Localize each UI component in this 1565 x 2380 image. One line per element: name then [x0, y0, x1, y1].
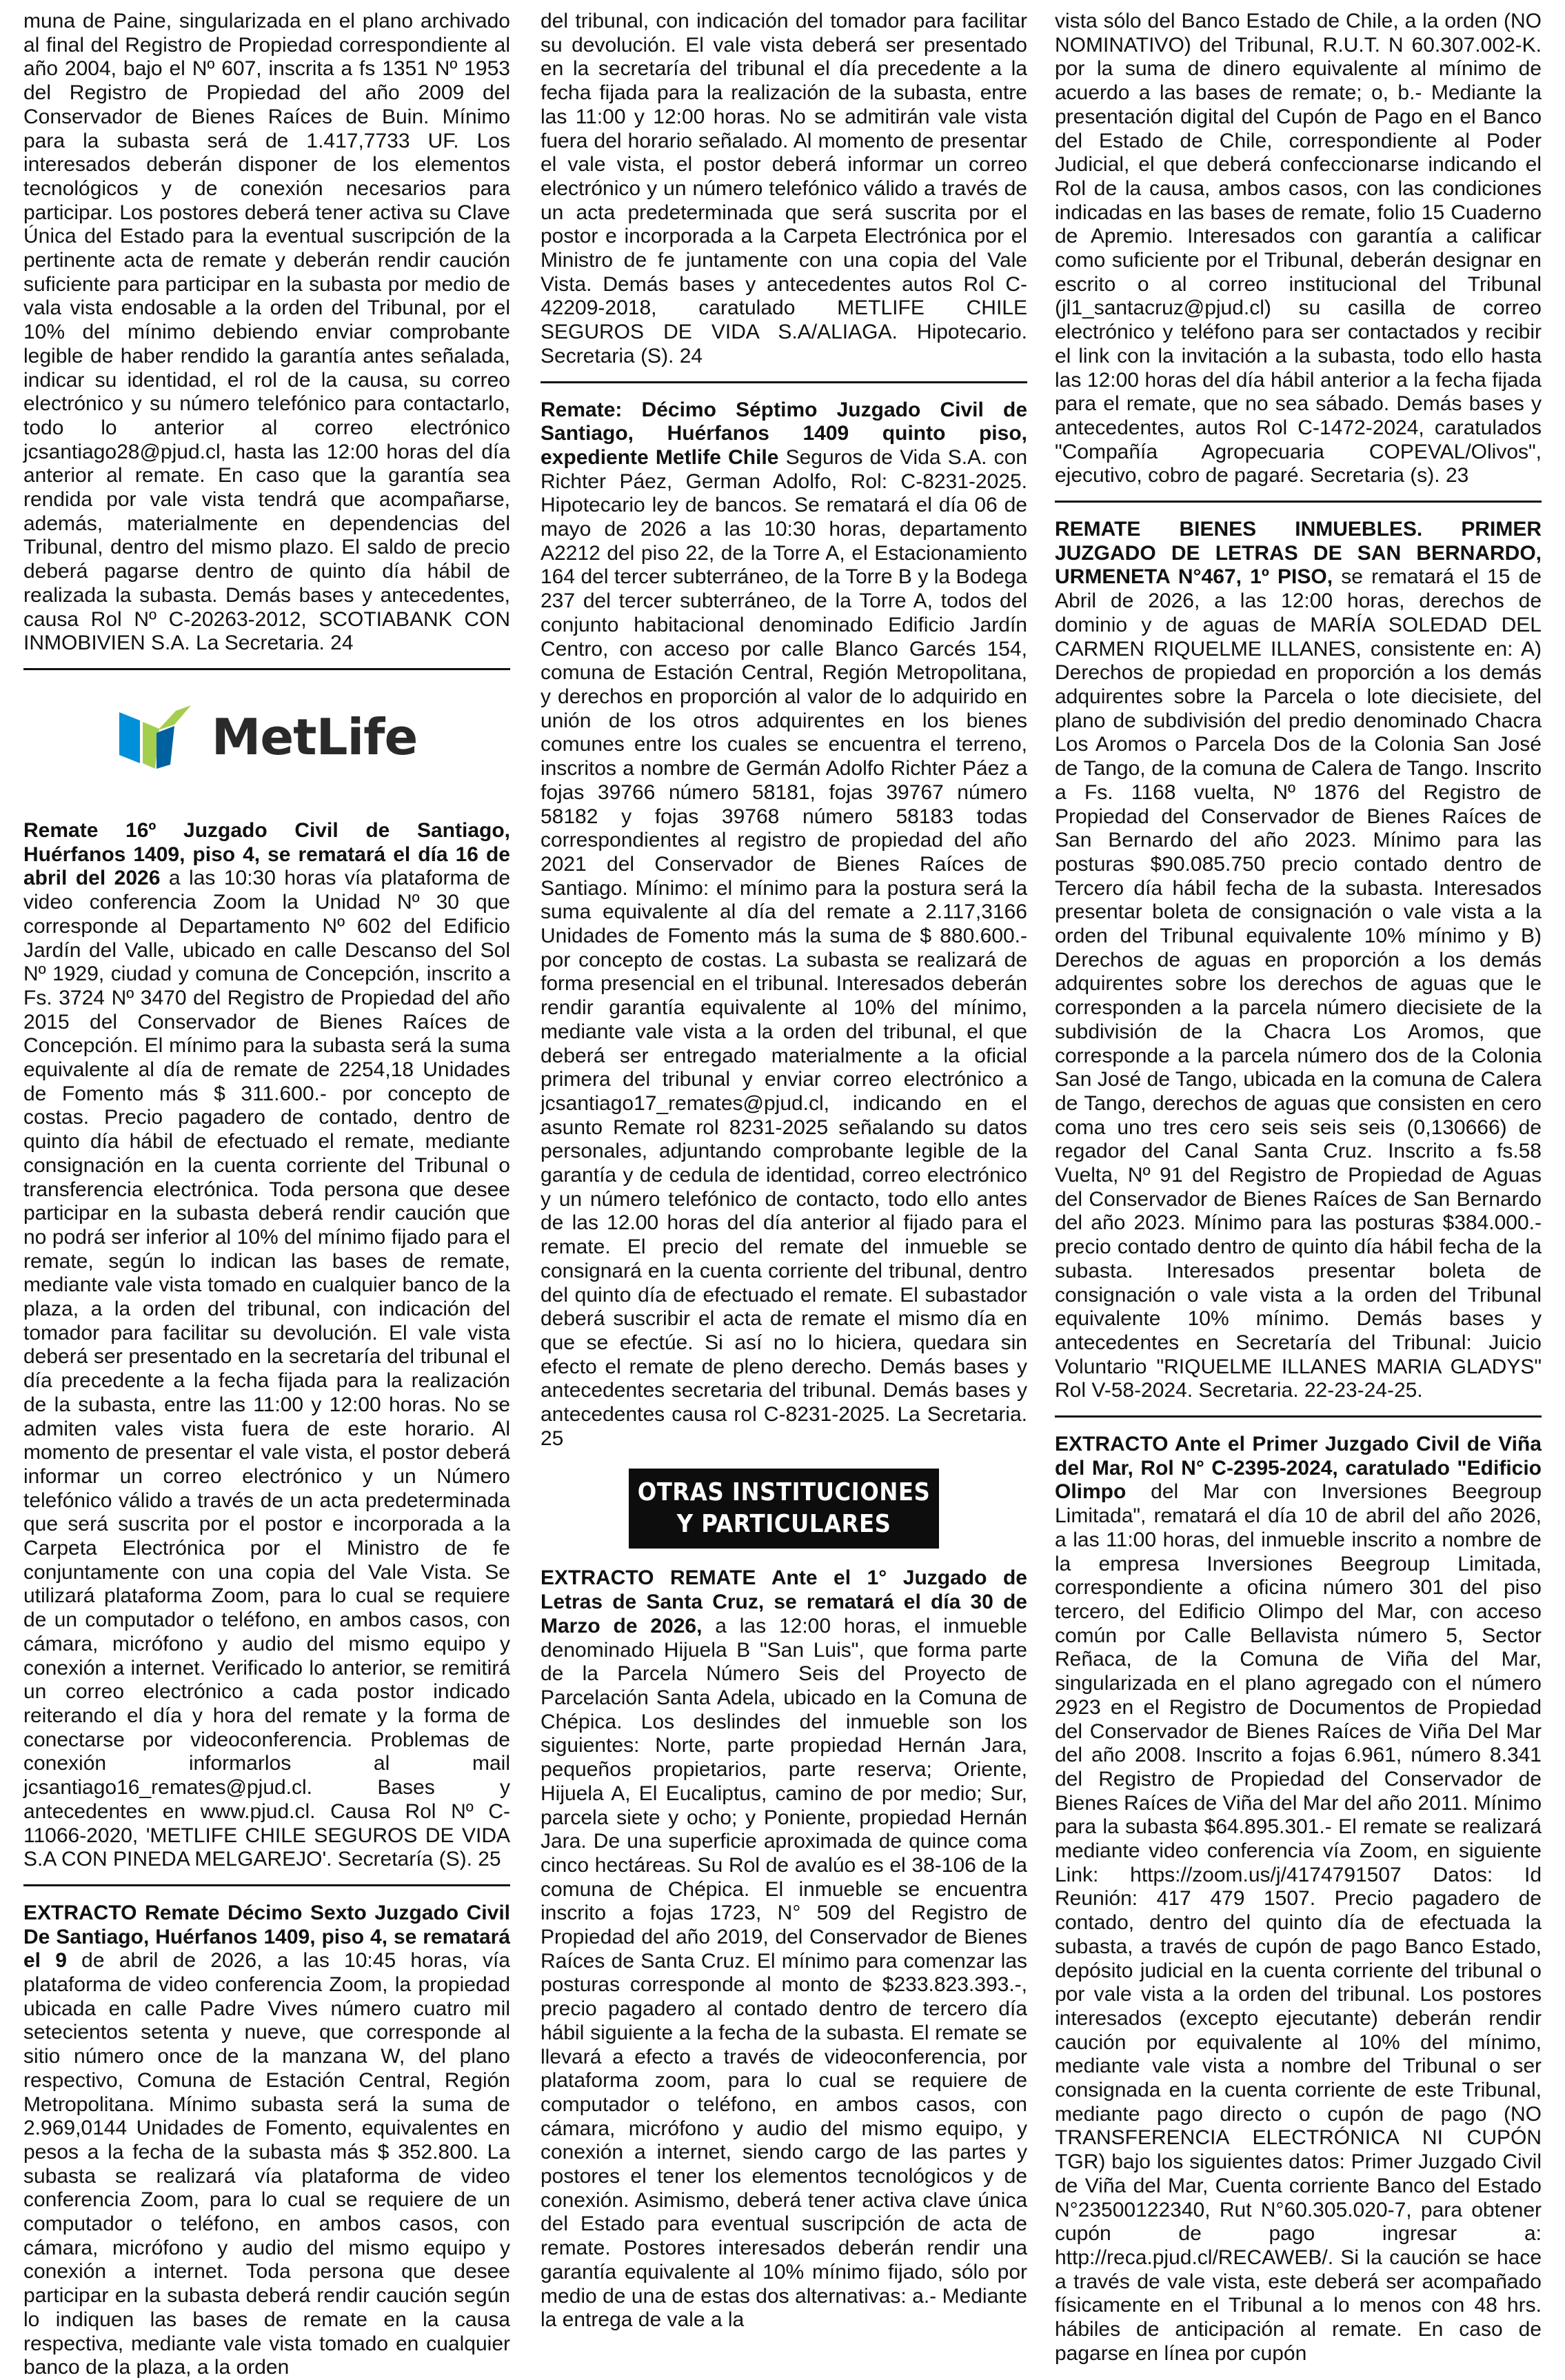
section-divider — [541, 381, 1027, 383]
section-divider — [23, 668, 510, 670]
notice-heading: EXTRACTO REMATE Ante el 1° Juzgado de Letras de Santa Cruz, se rematará el día 30 de Marzo de 2026, — [541, 1566, 1027, 1637]
notice-body: vista sólo del Banco Estado de Chile, a la orden (NO NOMINATIVO) del Tribunal, R.U.T. N 60.307.002-K. por la suma de dinero equivalente al mínimo de acuerdo a las bases de remate; o, b.- Mediante la presentación digital del Cupón de Pago en el Banco del Estado de Chile, correspondiente al Poder Judicial, el que deberá confeccionarse indicando el Rol de la causa, ambos casos, con las condiciones indicadas en las bases de remate, folio 15 Cuaderno de Apremio. Interesados con garantía a calificar como suficiente por el Tribunal, deberán designar en escrito o al correo institucional del Tribunal (jl1_santacruz@pjud.cl) su casilla de correo electrónico y teléfono para ser contactados y recibir el link con la invitación a la subasta, todo ello hasta las 12:00 horas del día hábil anterior a la fecha fijada para el remate, que no sea sábado. Demás bases y antecedentes, autos Rol C-1472-2024, caratulados "Compañía Agropecuaria COPEVAL/Olivos", ejecutivo, cobro de pagaré. Secretaria (s). 23 — [1055, 10, 1542, 487]
legal-notice — [23, 1902, 510, 2380]
metlife-logo — [23, 685, 510, 789]
section-divider — [1055, 501, 1542, 503]
notice-heading: Remate 16º Juzgado Civil de Santiago, Huérfanos 1409, piso 4, se rematará el día 16 de abril del 2026 — [23, 818, 510, 890]
notice-heading: EXTRACTO Remate Décimo Sexto Juzgado Civil De Santiago, Huérfanos 1409, piso 4, se rematará el 9 — [23, 1901, 510, 1973]
legal-notice — [23, 819, 510, 1872]
logo-text: MetLife — [211, 707, 418, 766]
notice-body: de abril de 2026, a las 10:45 horas, vía plataforma de video conferencia Zoom, la propiedad ubicada en calle Padre Vives número cuatro mil setecientos setenta y nueve, que corresponde al sitio número once de la manzana W, del plano respectivo, Comuna de Estación Central, Región Metropolitana. Mínimo subasta será la suma de 2.969,0144 Unidades de Fomento, equivalentes en pesos a la fecha de la subasta más $ 352.800. La subasta se realizará vía plataforma de video conferencia Zoom, para lo cual se requiere de un computador o teléfono, en ambos casos, con cámara, micrófono y audio del mismo equipo y conexión a internet. Toda persona que desee participar en la subasta deberá rendir caución según lo indiquen las bases de remate en la causa respectiva, mediante vale vista tomado en cualquier banco de la plaza, a la orden — [23, 1949, 510, 2379]
legal-notice — [1055, 10, 1542, 488]
notice-body: del tribunal, con indicación del tomador para facilitar su devolución. El vale vista deberá ser presentado en la secretaría del tribunal el día precedente a la fecha fijada para la realización de la subasta, entre las 11:00 y 12:00 horas. No se admitirán vale vista fuera del horario señalado. Al momento de presentar el vale vista, el postor deberá informar un correo electrónico y un número telefónico válido a través de un acta predeterminada que será suscrita por el postor e incorporada a la Carpeta Electrónica por el Ministro de fe juntamente con una copia del Vale Vista. Demás bases y antecedentes autos Rol C-42209-2018, caratulado METLIFE CHILE SEGUROS DE VIDA S.A/ALIAGA. Hipotecario. Secretaria (S). 24 — [541, 10, 1027, 367]
column-1 — [23, 10, 510, 2379]
notice-body: se rematará el 15 de Abril de 2026, a las 12:00 horas, derechos de dominio y de aguas de MARÍA SOLEDAD DEL CARMEN RIQUELME ILLANES, consistente en: A) Derechos de propiedad en proporción a los demás adquirentes sobre la Parcela o lote diecisiete, del plano de subdivisión del predio denominado Chacra Los Aromos o Parcela Dos de la Colonia San José de Tango, de la comuna de Calera de Tango. Inscrito a Fs. 1168 vuelta, Nº 1876 del Registro de Propiedad del Conservador de Bienes Raíces de San Bernardo del año 2023. Mínimo para las posturas $90.085.750 precio contado dentro de Tercero día hábil fecha de la subasta. Interesados presentar boleta de consignación o vale vista a la orden del Tribunal equivalente 10% mínimo y B) Derechos de aguas en proporción a los demás adquirentes sobre los derechos de aguas que le corresponden a la parcela número diecisiete de la subdivisión de la Chacra Los Aromos, que corresponde a la parcela número dos de la Colonia San José de Tango, ubicada en la comuna de Calera de Tango, derechos de aguas que consisten en cero coma uno tres cero seis seis seis (0,130666) de regador del Canal Santa Cruz. Inscrito a fs.58 Vuelta, Nº 91 del Registro de Propiedad de Aguas del Conservador de Bienes Raíces de San Bernardo del año 2023. Mínimo para las posturas $384.000.- precio contado dentro de quinto día hábil fecha de la subasta. Interesados presentar boleta de consignación o vale vista a la orden del Tribunal equivalente 10% mínimo. Demás bases y antecedentes en Secretaría del Tribunal: Juicio Voluntario "RIQUELME ILLANES MARIA GLADYS" Rol V-58-2024. Secretaria. 22-23-24-25. — [1055, 565, 1542, 1402]
legal-notice — [541, 10, 1027, 369]
column-3 — [1055, 10, 1542, 2365]
section-header-line: Y PARTICULARES — [676, 1510, 891, 1539]
notice-heading: EXTRACTO Ante el Primer Juzgado Civil de Viña del Mar, Rol N° C-2395-2024, caratulado "Edificio Olimpo — [1055, 1433, 1542, 1504]
section-divider — [1055, 1415, 1542, 1418]
section-divider — [23, 1884, 510, 1886]
legal-notice — [541, 1566, 1027, 2332]
legal-notice — [1055, 1433, 1542, 2366]
notice-body: muna de Paine, singularizada en el plano archivado al final del Registro de Propiedad correspondiente al año 2004, bajo el Nº 607, inscrita a fs 1351 Nº 1953 del Registro de Propiedad del año 2009 del Conservador de Bienes Raíces de Buin. Mínimo para la subasta será de 1.417,7733 UF. Los interesados deberán disponer de los elementos tecnológicos y de conexión necesarios para participar. Los postores deberá tener activa su Clave Única del Estado para la eventual suscripción de la pertinente acta de remate y deberán rendir caución suficiente para participar en la subasta por medio de vala vista endosable a la orden del Tribunal, por el 10% del mínimo debiendo enviar comprobante legible de haber rendido la garantía antes señalada, indicar su identidad, el rol de la causa, su correo electrónico y su número telefónico para contactarlo, todo lo anterior al correo electrónico jcsantiago28@pjud.cl, hasta las 12:00 horas del día anterior al remate. En caso que la garantía sea rendida por vale vista tendrá que acompañarse, además, materialmente en dependencias del Tribunal, dentro del mismo plazo. El saldo de precio deberá pagarse dentro de quinto día hábil de realizada la subasta. Demás bases y antecedentes, causa Rol Nº C-20263-2012, SCOTIABANK CON INMOBIVIEN S.A. La Secretaria. 24 — [23, 10, 510, 655]
notice-body: del Mar con Inversiones Beegroup Limitada", rematará el día 10 de abril del año 2026, a las 11:00 horas, del inmueble inscrito a nombre de la empresa Inversiones Beegroup Limitada, correspondiente a oficina número 301 del piso tercero, del Edificio Olimpo del Mar, con acceso común por Calle Bellavista número 5, Sector Reñaca, de la Comuna de Viña del Mar, singularizada en el plano agregado con el número 2923 en el Registro de Documentos de Propiedad del Conservador de Bienes Raíces de Viña Del Mar del año 2008. Inscrito a fojas 6.961, número 8.341 del Registro de Propiedad del Conservador de Bienes Raíces de Viña del Mar del año 2011. Mínimo para la subasta $64.895.301.- El remate se realizará mediante video conferencia vía Zoom, en siguiente Link: https://zoom.us/j/4174791507 Datos: Id Reunión: 417 479 1507. Precio pagadero de contado, dentro del quinto día de efectuada la subasta, a través de cupón de pago Banco Estado, depósito judicial en la cuenta corriente del tribunal o por vale vista a la orden del tribunal. Los postores interesados (excepto ejecutante) deberán rendir caución por equivalente al 10% del mínimo, mediante vale vista a nombre del Tribunal o ser consignada en la cuenta corriente de este Tribunal, mediante pago directo o cupón de pago (NO TRANSFERENCIA ELECTRÓNICA NI CUPÓN TGR) bajo los siguientes datos: Primer Juzgado Civil de Viña del Mar, Cuenta corriente Banco del Estado N°23500122340, Rut N°60.305.020-7, para obtener cupón de pago ingresar a: http://reca.pjud.cl/RECAWEB/. Si la caución se hace a través de vale vista, este deberá ser acompañado físicamente en el Tribunal a lo menos con 48 hrs. hábiles de anticipación al remate. En caso de pagarse en línea por cupón — [1055, 1480, 1542, 2365]
legal-notice — [541, 399, 1027, 1451]
section-header — [629, 1469, 939, 1549]
metlife-logo-icon — [117, 705, 194, 769]
notice-body: a las 10:30 horas vía plataforma de video conferencia Zoom la Unidad Nº 30 que corresponde al Departamento Nº 602 del Edificio Jardín del Valle, ubicado en calle Descanso del Sol Nº 1929, ciudad y comuna de Concepción, inscrito a Fs. 3724 Nº 3470 del Registro de Propiedad del año 2015 del Conservador de Bienes Raíces de Concepción. El mínimo para la subasta será la suma equivalente al día de remate de 2254,18 Unidades de Fomento más $ 311.600.- por concepto de costas. Precio pagadero de contado, dentro de quinto día hábil de efectuado el remate, mediante consignación en la cuenta corriente del Tribunal o transferencia electrónica. Toda persona que desee participar en la subasta deberá rendir caución que no podrá ser inferior al 10% del mínimo fijado para el remate, según lo indican las bases de remate, mediante vale vista tomado en cualquier banco de la plaza, a la orden del tribunal, con indicación del tomador para facilitar su devolución. El vale vista deberá ser presentado en la secretaría del tribunal el día precedente a la fecha fijada para la realización de la subasta, entre las 11:00 y 12:00 horas. No se admiten vales vista fuera de este horario. Al momento de presentar el vale vista, el postor deberá informar un correo electrónico y un Número telefónico válido a través de un acta predeterminada que será suscrita por el postor e incorporada a la Carpeta Electrónica por el Ministro de fe conjuntamente con una copia del Vale Vista. Se utilizará plataforma Zoom, para lo cual se requiere de un computador o teléfono, en ambos casos, con cámara, micrófono y audio del mismo equipo y conexión a internet. Verificado lo anterior, se remitirá un correo electrónico a cada postor indicado reiterando el día y hora del remate y la forma de conectarse por videoconferencia. Problemas de conexión informarlos al mail jcsantiago16_remates@pjud.cl. Bases y antecedentes en www.pjud.cl. Causa Rol Nº C-11066-2020, 'METLIFE CHILE SEGUROS DE VIDA S.A CON PINEDA MELGAREJO'. Secretaría (S). 25 — [23, 867, 510, 1871]
legal-notice — [1055, 518, 1542, 1403]
column-2 — [541, 10, 1027, 2332]
section-header-line: OTRAS INSTITUCIONES — [637, 1478, 931, 1507]
notice-body: Seguros de Vida S.A. con Richter Páez, German Adolfo, Rol: C-8231-2025. Hipotecario ley de bancos. Se rematará el día 06 de mayo de 2026 a las 10:30 horas, departamento A2212 del piso 22, de la Torre A, el Estacionamiento 164 del tercer subterráneo, de la Torre B y la Bodega 237 del tercer subterráneo, de la Torre A, todos del conjunto habitacional denominado Edificio Jardín Centro, con acceso por calle Blanco Garcés 154, comuna de Estación Central, Región Metropolitana, y derechos en proporción al valor de lo adquirido en unión de los otros adquirentes en los bienes comunes entre los cuales se encuentra el terreno, inscritos a nombre de Germán Adolfo Richter Páez a fojas 39766 número 58181, fojas 39767 número 58182 y fojas 39768 número 58183 todas correspondientes al registro de propiedad del año 2021 del Conservador de Bienes Raíces de Santiago. Mínimo: el mínimo para la postura será la suma equivalente al día del remate a 2.117,3166 Unidades de Fomento más la suma de $ 880.600.- por concepto de costas. La subasta se realizará de forma presencial en el tribunal. Interesados deberán rendir garantía equivalente al 10% del mínimo, mediante vale vista a la orden del tribunal, el que deberá ser entregado materialmente a la oficial primera del tribunal y enviar correo electrónico a jcsantiago17_remates@pjud.cl, indicando en el asunto Remate rol 8231-2025 señalando su datos personales, adjuntando comprobante legible de la garantía y de cedula de identidad, correo electrónico y un número telefónico de contacto, todo ello antes de las 12.00 horas del día anterior al fijado para el remate. El precio del remate del inmueble se consignará en la cuenta corriente del tribunal, dentro del quinto día de efectuado el remate. El subastador deberá suscribir el acta de remate el mismo día en que se efectúe. Si así no lo hiciera, quedara sin efecto el remate de pleno derecho. Demás bases y antecedentes secretaria del tribunal. Demás bases y antecedentes causa rol C-8231-2025. La Secretaria. 25 — [541, 445, 1027, 1450]
legal-notice — [23, 10, 510, 656]
notice-heading: REMATE BIENES INMUEBLES. PRIMER JUZGADO DE LETRAS DE SAN BERNARDO, URMENETA N°467, 1º PISO, — [1055, 518, 1542, 589]
notice-heading: Remate: Décimo Séptimo Juzgado Civil de Santiago, Huérfanos 1409 quinto piso, expediente Metlife Chile — [541, 398, 1027, 469]
notice-body: a las 12:00 horas, el inmueble denominado Hijuela B "San Luis", que forma parte de la Parcela Número Seis del Proyecto de Parcelación Santa Adela, ubicado en la Comuna de Chépica. Los deslindes del inmueble son los siguientes: Norte, parte propiedad Hernán Jara, pequeños propietarios, parte reserva; Oriente, Hijuela A, El Eucaliptus, camino de por medio; Sur, parcela siete y ocho; y Poniente, propiedad Hernán Jara. De una superficie aproximada de quince coma cinco hectáreas. Su Rol de avalúo es el 38-106 de la comuna de Chépica. El inmueble se encuentra inscrito a fojas 1723, N° 509 del Registro de Propiedad del año 2019, del Conservador de Bienes Raíces de Santa Cruz. El mínimo para comenzar las posturas corresponde al monto de $233.823.393.-, precio pagadero al contado dentro de tercero día hábil siguiente a la fecha de la subasta. El remate se llevará a efecto a través de videoconferencia, por plataforma zoom, para lo cual se requiere de computador o teléfono, en ambos casos, con cámara, micrófono y audio del mismo equipo, y conexión a internet, siendo cargo de las partes y postores el tener los elementos tecnológicos y de conexión. Asimismo, deberá tener activa clave única del Estado para eventual suscripción de acta de remate. Postores interesados deberán rendir una garantía equivalente al 10% mínimo fijado, sólo por medio de una de estas dos alternativas: a.- Mediante la entrega de vale a la — [541, 1614, 1027, 2332]
